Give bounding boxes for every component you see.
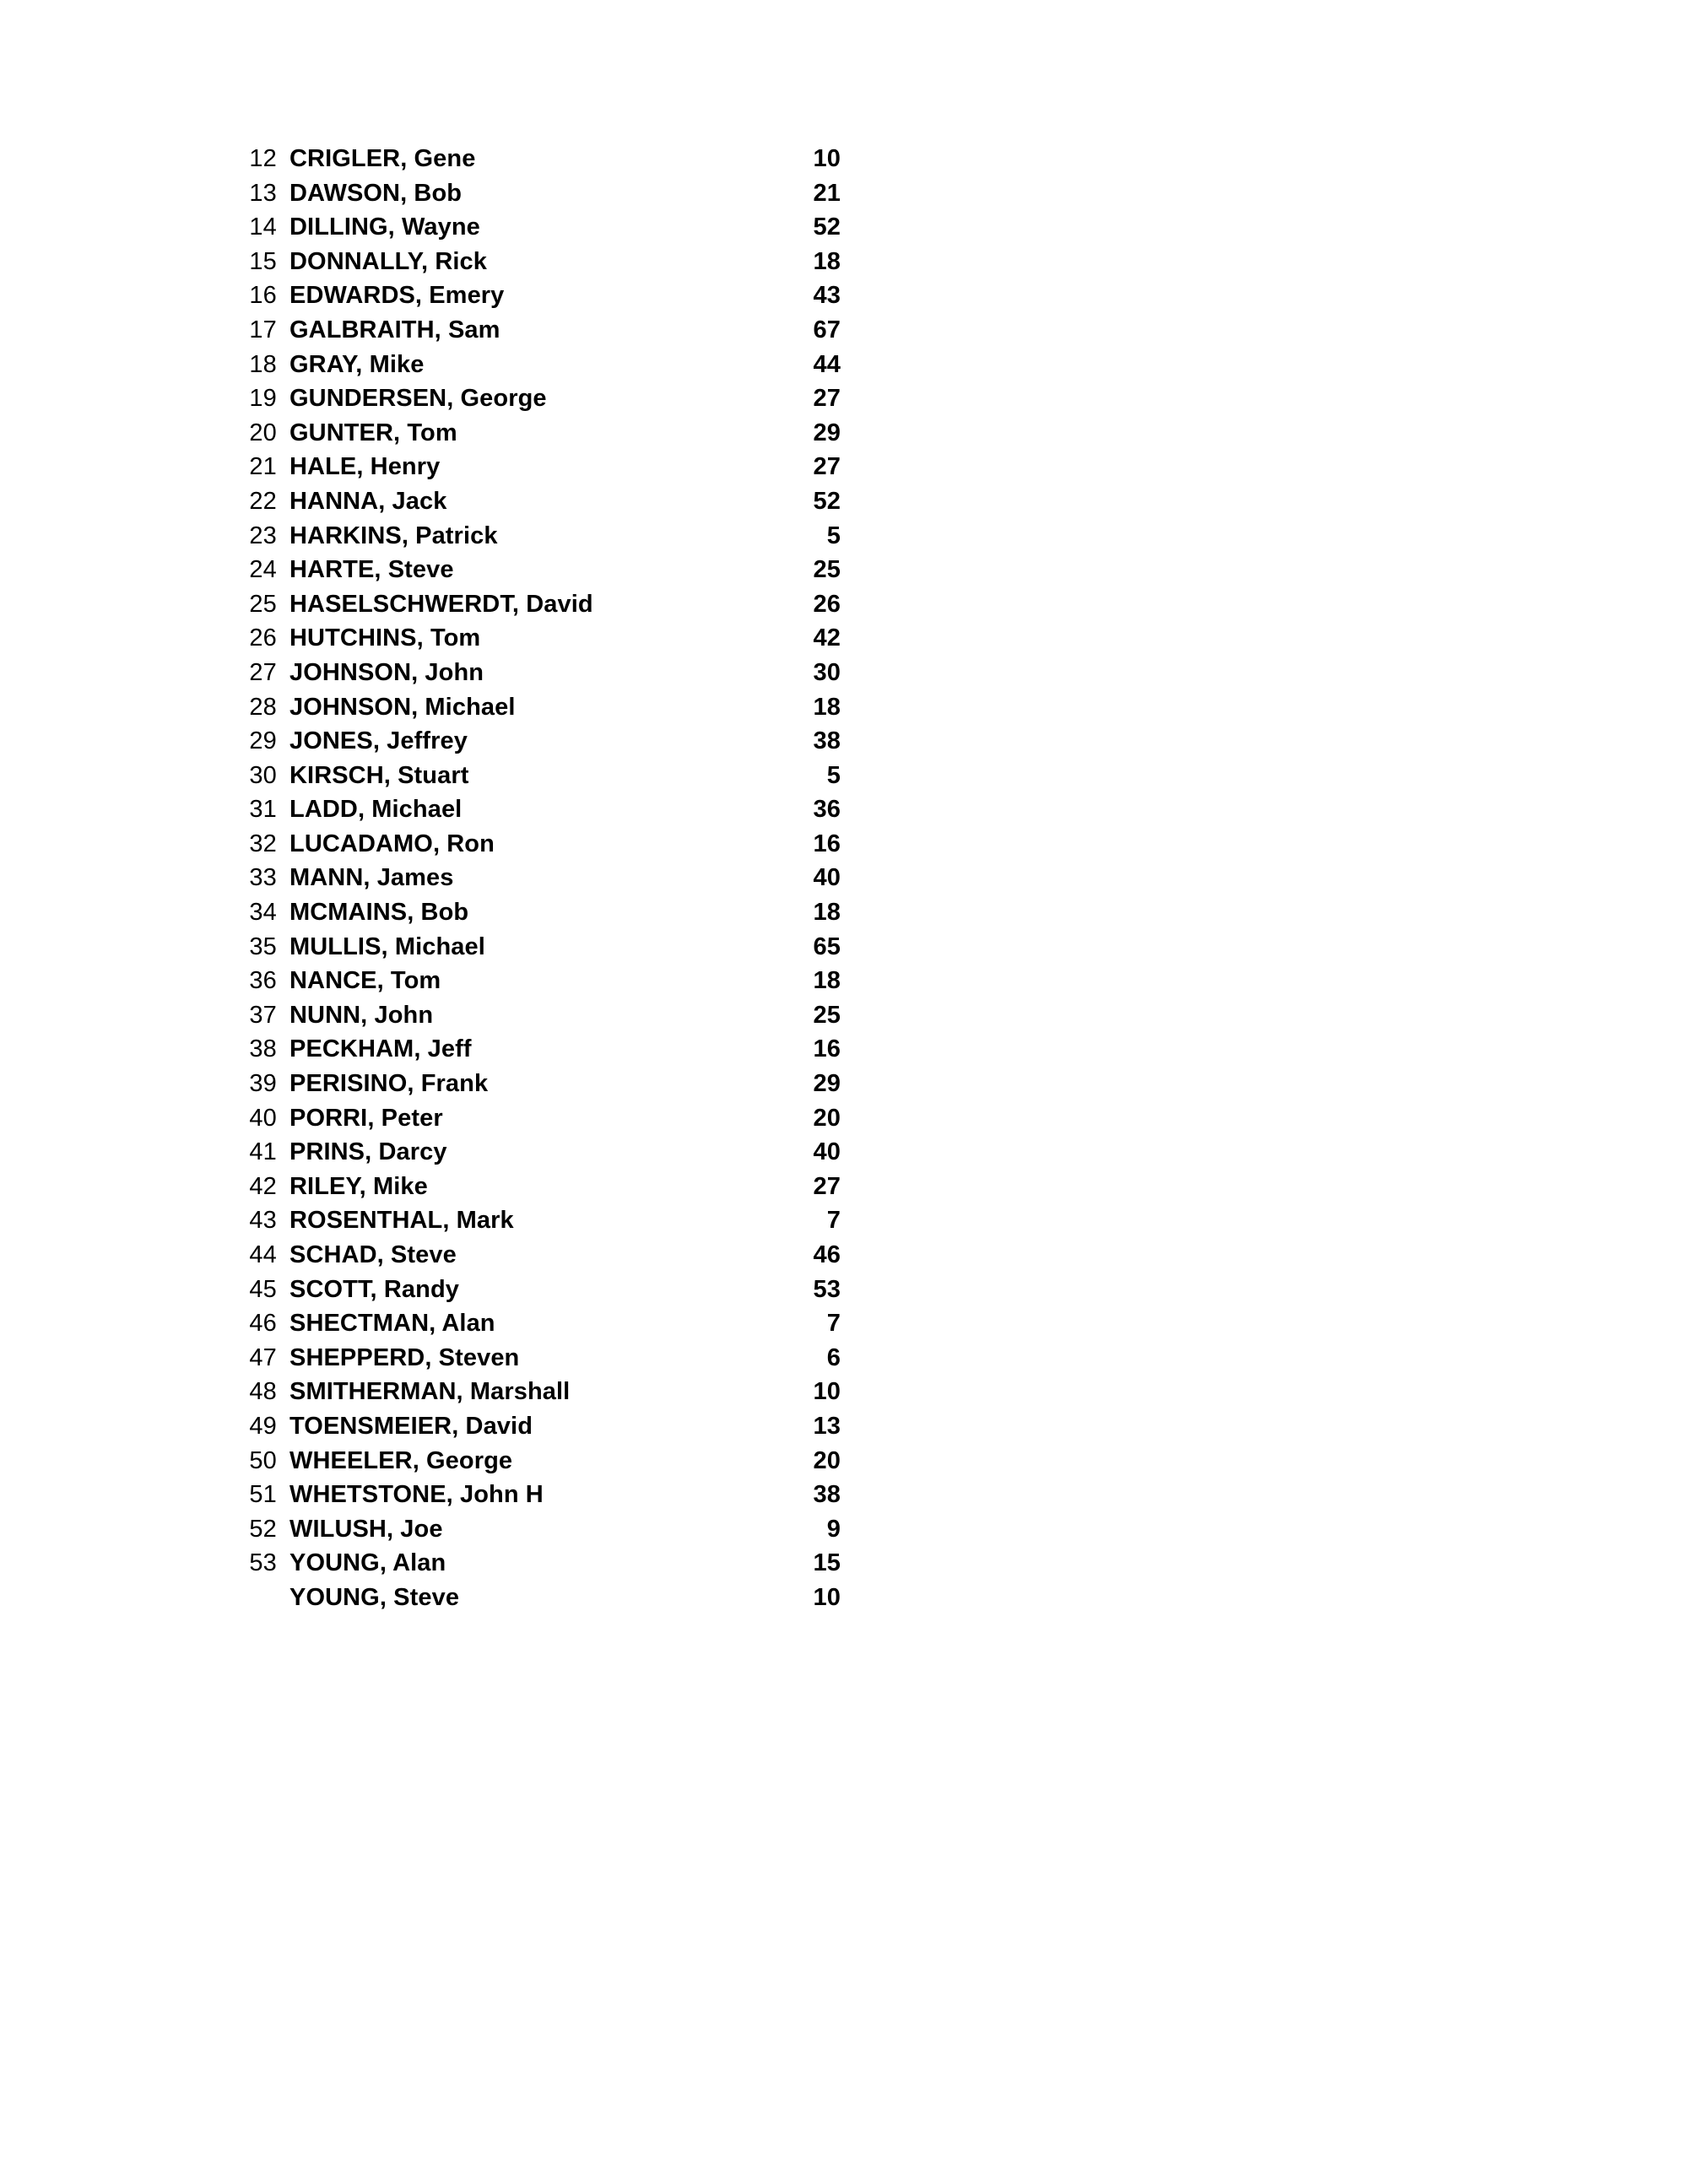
row-rank: 45 xyxy=(249,1275,277,1303)
row-rank: 22 xyxy=(249,487,277,515)
row-name: PORRI, Peter xyxy=(289,1104,443,1132)
row-score: 21 xyxy=(813,179,841,207)
row-name: DILLING, Wayne xyxy=(289,214,480,241)
row-name: WILUSH, Joe xyxy=(289,1515,443,1543)
table-row xyxy=(233,724,841,759)
row-name: LADD, Michael xyxy=(289,796,463,824)
row-rank: 44 xyxy=(249,1241,277,1268)
table-row xyxy=(233,621,841,656)
table-row xyxy=(233,381,841,416)
table-row xyxy=(233,519,841,554)
row-name: SMITHERMAN, Marshall xyxy=(289,1378,571,1406)
row-score: 6 xyxy=(826,1343,841,1371)
row-name: TOENSMEIER, David xyxy=(289,1412,533,1440)
row-score: 15 xyxy=(813,1549,841,1577)
row-name: HASELSCHWERDT, David xyxy=(289,590,593,618)
row-score: 25 xyxy=(813,1001,841,1029)
row-score: 52 xyxy=(813,214,841,241)
row-name: YOUNG, Steve xyxy=(289,1583,460,1611)
table-row xyxy=(233,861,841,895)
table-row xyxy=(233,484,841,519)
row-score: 5 xyxy=(826,761,841,789)
row-name: HARTE, Steve xyxy=(289,556,454,584)
table-row xyxy=(233,998,841,1033)
row-rank: 37 xyxy=(249,1001,277,1029)
row-rank: 13 xyxy=(249,179,277,207)
row-rank: 26 xyxy=(249,624,277,652)
table-row xyxy=(233,930,841,965)
row-score: 36 xyxy=(813,796,841,824)
row-rank: 35 xyxy=(249,933,277,960)
row-score: 38 xyxy=(813,1481,841,1509)
row-rank: 40 xyxy=(249,1104,277,1132)
row-rank: 39 xyxy=(249,1070,277,1098)
table-row xyxy=(233,1101,841,1136)
table-row xyxy=(233,348,841,382)
row-name: HALE, Henry xyxy=(289,453,441,481)
table-row xyxy=(233,895,841,930)
row-name: HARKINS, Patrick xyxy=(289,522,498,549)
roster-list xyxy=(233,142,841,1615)
row-score: 29 xyxy=(813,1070,841,1098)
row-score: 40 xyxy=(813,1138,841,1166)
table-row xyxy=(233,1375,841,1409)
row-score: 43 xyxy=(813,282,841,310)
row-score: 46 xyxy=(813,1241,841,1268)
table-row xyxy=(233,1203,841,1238)
row-rank: 46 xyxy=(249,1310,277,1338)
row-name: RILEY, Mike xyxy=(289,1172,428,1200)
row-name: WHEELER, George xyxy=(289,1446,513,1474)
row-name: LUCADAMO, Ron xyxy=(289,830,495,857)
table-row xyxy=(233,313,841,348)
row-rank: 29 xyxy=(249,727,277,755)
row-score: 18 xyxy=(813,967,841,995)
table-row xyxy=(233,759,841,793)
table-row xyxy=(233,1512,841,1547)
row-score: 13 xyxy=(813,1412,841,1440)
row-score: 65 xyxy=(813,933,841,960)
row-name: MCMAINS, Bob xyxy=(289,899,469,927)
row-rank: 23 xyxy=(249,522,277,549)
row-name: GRAY, Mike xyxy=(289,350,425,378)
table-row xyxy=(233,1135,841,1170)
table-row xyxy=(233,656,841,690)
row-score: 40 xyxy=(813,864,841,892)
row-rank: 28 xyxy=(249,693,277,721)
row-name: CRIGLER, Gene xyxy=(289,145,476,172)
row-name: JOHNSON, Michael xyxy=(289,693,516,721)
row-score: 20 xyxy=(813,1446,841,1474)
table-row xyxy=(233,1067,841,1101)
table-row xyxy=(233,176,841,211)
row-name: DAWSON, Bob xyxy=(289,179,463,207)
table-row xyxy=(233,1444,841,1479)
row-score: 27 xyxy=(813,453,841,481)
row-name: GUNTER, Tom xyxy=(289,419,457,446)
row-score: 18 xyxy=(813,693,841,721)
table-row xyxy=(233,278,841,313)
row-rank: 34 xyxy=(249,899,277,927)
row-name: PRINS, Darcy xyxy=(289,1138,447,1166)
row-name: SHEPPERD, Steven xyxy=(289,1343,520,1371)
row-score: 16 xyxy=(813,830,841,857)
row-name: JOHNSON, John xyxy=(289,658,484,686)
row-score: 7 xyxy=(826,1207,841,1235)
row-rank: 14 xyxy=(249,214,277,241)
row-score: 67 xyxy=(813,316,841,343)
row-rank: 47 xyxy=(249,1343,277,1371)
row-rank: 12 xyxy=(249,145,277,172)
table-row xyxy=(233,827,841,862)
table-row xyxy=(233,1273,841,1307)
row-score: 10 xyxy=(813,1583,841,1611)
table-row xyxy=(233,1032,841,1067)
row-score: 25 xyxy=(813,556,841,584)
row-rank: 20 xyxy=(249,419,277,446)
row-rank: 24 xyxy=(249,556,277,584)
row-name: NANCE, Tom xyxy=(289,967,441,995)
row-rank: 25 xyxy=(249,590,277,618)
row-rank: 27 xyxy=(249,658,277,686)
table-row xyxy=(233,1409,841,1444)
row-score: 52 xyxy=(813,487,841,515)
row-name: GALBRAITH, Sam xyxy=(289,316,500,343)
table-row xyxy=(233,450,841,484)
row-rank: 36 xyxy=(249,967,277,995)
row-name: ROSENTHAL, Mark xyxy=(289,1207,514,1235)
row-rank: 21 xyxy=(249,453,277,481)
row-rank: 49 xyxy=(249,1412,277,1440)
row-rank: 42 xyxy=(249,1172,277,1200)
row-rank: 52 xyxy=(249,1515,277,1543)
table-row xyxy=(233,587,841,622)
row-score: 5 xyxy=(826,522,841,549)
table-row xyxy=(233,792,841,827)
row-name: EDWARDS, Emery xyxy=(289,282,505,310)
row-score: 27 xyxy=(813,385,841,413)
row-score: 27 xyxy=(813,1172,841,1200)
table-row xyxy=(233,142,841,176)
table-row xyxy=(233,553,841,587)
row-rank: 51 xyxy=(249,1481,277,1509)
row-name: YOUNG, Alan xyxy=(289,1549,446,1577)
row-rank: 31 xyxy=(249,796,277,824)
row-rank: 38 xyxy=(249,1035,277,1063)
row-rank: 18 xyxy=(249,350,277,378)
row-score: 10 xyxy=(813,145,841,172)
row-rank: 17 xyxy=(249,316,277,343)
row-name: WHETSTONE, John H xyxy=(289,1481,544,1509)
row-name: GUNDERSEN, George xyxy=(289,385,547,413)
row-rank: 48 xyxy=(249,1378,277,1406)
row-score: 10 xyxy=(813,1378,841,1406)
table-row xyxy=(233,1306,841,1341)
row-score: 18 xyxy=(813,247,841,275)
row-rank: 19 xyxy=(249,385,277,413)
row-rank: 30 xyxy=(249,761,277,789)
row-rank: 32 xyxy=(249,830,277,857)
row-name: SCOTT, Randy xyxy=(289,1275,459,1303)
row-score: 44 xyxy=(813,350,841,378)
row-name: KIRSCH, Stuart xyxy=(289,761,469,789)
row-score: 26 xyxy=(813,590,841,618)
row-score: 7 xyxy=(826,1310,841,1338)
row-rank: 15 xyxy=(249,247,277,275)
row-name: HANNA, Jack xyxy=(289,487,447,515)
row-score: 29 xyxy=(813,419,841,446)
row-name: HUTCHINS, Tom xyxy=(289,624,481,652)
row-score: 9 xyxy=(826,1515,841,1543)
row-rank: 41 xyxy=(249,1138,277,1166)
row-rank: 33 xyxy=(249,864,277,892)
table-row xyxy=(233,416,841,451)
row-name: SHECTMAN, Alan xyxy=(289,1310,495,1338)
row-score: 20 xyxy=(813,1104,841,1132)
row-rank: 50 xyxy=(249,1446,277,1474)
table-row xyxy=(233,1581,841,1615)
row-rank: 43 xyxy=(249,1207,277,1235)
row-score: 53 xyxy=(813,1275,841,1303)
table-row xyxy=(233,1238,841,1273)
row-score: 30 xyxy=(813,658,841,686)
row-name: PERISINO, Frank xyxy=(289,1070,489,1098)
row-name: DONNALLY, Rick xyxy=(289,247,487,275)
row-score: 18 xyxy=(813,899,841,927)
row-name: JONES, Jeffrey xyxy=(289,727,468,755)
row-name: MANN, James xyxy=(289,864,454,892)
row-name: NUNN, John xyxy=(289,1001,434,1029)
table-row xyxy=(233,1170,841,1204)
row-score: 42 xyxy=(813,624,841,652)
row-name: PECKHAM, Jeff xyxy=(289,1035,472,1063)
table-row xyxy=(233,964,841,998)
table-row xyxy=(233,1478,841,1512)
table-row xyxy=(233,690,841,725)
row-name: MULLIS, Michael xyxy=(289,933,485,960)
table-row xyxy=(233,1546,841,1581)
table-row xyxy=(233,245,841,279)
row-name: SCHAD, Steve xyxy=(289,1241,457,1268)
row-rank: 16 xyxy=(249,282,277,310)
row-score: 38 xyxy=(813,727,841,755)
row-score: 16 xyxy=(813,1035,841,1063)
table-row xyxy=(233,1341,841,1376)
table-row xyxy=(233,210,841,245)
row-rank: 53 xyxy=(249,1549,277,1577)
